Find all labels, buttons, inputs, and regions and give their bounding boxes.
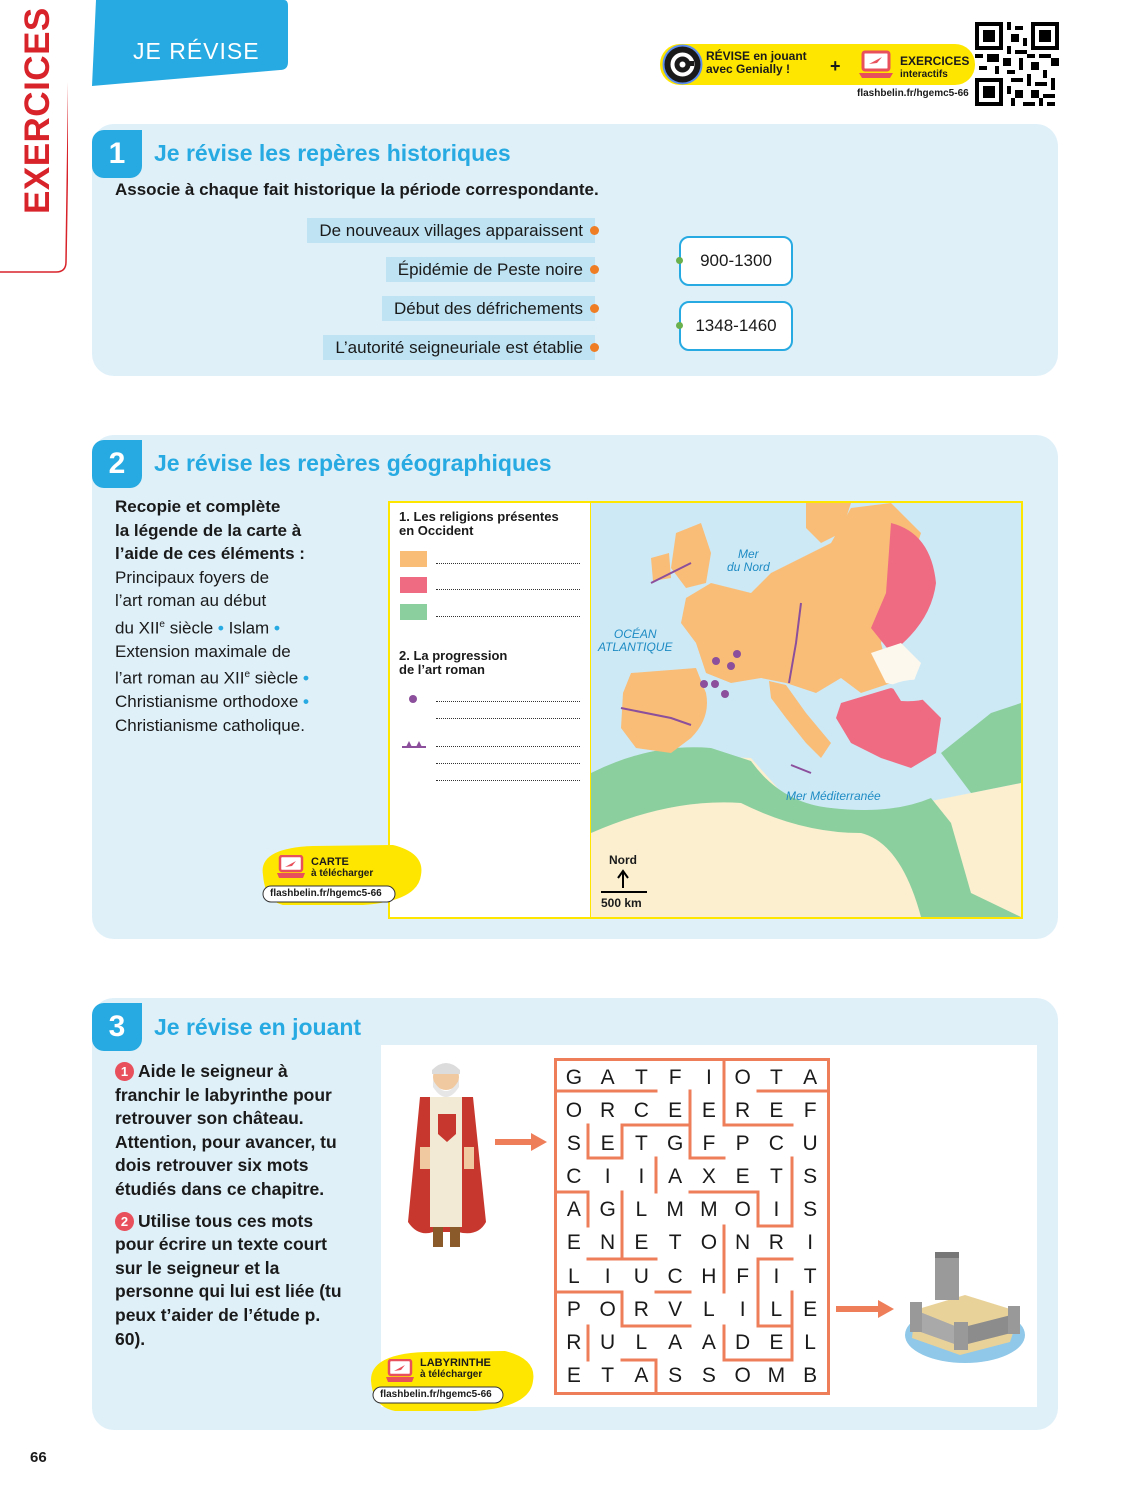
grid-cell[interactable]: S: [566, 1132, 581, 1156]
revise-banner-label: JE RÉVISE: [133, 38, 260, 64]
fact-connector-dot[interactable]: [590, 304, 599, 313]
grid-cell[interactable]: V: [668, 1297, 683, 1321]
step-1-text: Aide le seigneur à franchir le labyrinthe pour retrouver son château. Attention, pour avancer, tu dois retrouver six mots étudiés dans ce chapitre.: [115, 1061, 337, 1199]
section-1-title: Je révise les repères historiques: [154, 140, 511, 166]
grid-cell[interactable]: E: [566, 1231, 581, 1255]
map-label-north-sea: Mer du Nord: [727, 547, 770, 574]
grid-cell[interactable]: U: [633, 1264, 649, 1288]
legend-blank-line[interactable]: [436, 754, 580, 764]
labyrinth-download-title: LABYRINTHE: [420, 1357, 491, 1369]
promo-url[interactable]: flashbelin.fr/hgemc5-66: [857, 88, 969, 99]
grid-cell[interactable]: I: [807, 1231, 814, 1255]
grid-cell[interactable]: I: [604, 1165, 611, 1189]
grid-cell[interactable]: F: [736, 1264, 750, 1288]
grid-cell[interactable]: O: [565, 1099, 583, 1123]
grid-cell[interactable]: T: [769, 1066, 783, 1089]
grid-cell[interactable]: G: [666, 1132, 684, 1156]
grid-cell[interactable]: U: [802, 1132, 818, 1156]
grid-cell[interactable]: F: [668, 1066, 682, 1089]
grid-cell[interactable]: R: [735, 1099, 751, 1123]
grid-cell[interactable]: A: [566, 1198, 581, 1222]
map-north-label: Nord: [609, 853, 637, 867]
grid-cell[interactable]: T: [634, 1132, 648, 1156]
grid-cell[interactable]: T: [601, 1363, 615, 1387]
grid-cell[interactable]: A: [803, 1066, 818, 1089]
map-download-title: CARTE: [311, 856, 349, 868]
legend-swatch-orthodox: [400, 577, 427, 593]
laptop-icon: [385, 1359, 415, 1383]
qr-code[interactable]: [975, 22, 1059, 106]
legend-blank-line[interactable]: [436, 771, 580, 781]
grid-cell[interactable]: S: [668, 1363, 683, 1387]
legend-blank-line[interactable]: [436, 580, 580, 590]
section-3-number: 3: [92, 1003, 142, 1051]
arrow-right-icon: [495, 1131, 547, 1153]
grid-cell[interactable]: E: [769, 1099, 784, 1123]
grid-cell[interactable]: M: [700, 1198, 718, 1222]
grid-cell[interactable]: L: [635, 1330, 648, 1354]
grid-cell[interactable]: R: [600, 1099, 616, 1123]
grid-cell[interactable]: C: [768, 1132, 784, 1156]
fact-villages: De nouveaux villages apparaissent: [307, 218, 595, 243]
period-connector-dot[interactable]: [676, 322, 683, 329]
legend-heading-religions: 1. Les religions présentes en Occident: [399, 509, 559, 538]
section-2-instruction: Recopie et complète la légende de la carte à l’aide de ces éléments : Principaux foyers de l’art roman au début du XIIe siècle • Islam • Extension maximale de l’art roman au XIIe siècle • Christianisme orthodoxe • Christianisme catholique.: [115, 497, 309, 735]
legend-blank-line[interactable]: [436, 554, 580, 564]
side-tab-label: EXERCICES: [18, 7, 57, 214]
grid-cell[interactable]: O: [734, 1066, 751, 1089]
grid-cell[interactable]: O: [700, 1231, 718, 1255]
grid-cell[interactable]: E: [735, 1165, 750, 1189]
grid-cell[interactable]: A: [701, 1330, 716, 1354]
legend-swatch-islam: [400, 604, 427, 620]
grid-cell[interactable]: D: [735, 1330, 751, 1354]
grid-cell[interactable]: O: [734, 1198, 751, 1222]
legend-symbols: [400, 690, 428, 750]
period-900-1300: 900-1300: [679, 236, 793, 286]
grid-cell[interactable]: F: [702, 1132, 716, 1156]
grid-cell[interactable]: E: [803, 1297, 818, 1321]
legend-blank-line[interactable]: [436, 737, 580, 747]
grid-cell[interactable]: A: [668, 1330, 683, 1354]
grid-cell[interactable]: U: [600, 1330, 616, 1354]
step-1-badge: 1: [115, 1062, 134, 1081]
map-label-atlantic: OCÉAN ATLANTIQUE: [598, 627, 673, 654]
map-download-subtitle: à télécharger: [311, 868, 374, 879]
grid-cell[interactable]: T: [668, 1231, 682, 1255]
grid-cell[interactable]: N: [735, 1231, 751, 1255]
grid-cell[interactable]: E: [701, 1099, 716, 1123]
legend-heading-art-roman: 2. La progression de l’art roman: [399, 648, 508, 677]
grid-cell[interactable]: T: [769, 1165, 783, 1189]
grid-cell[interactable]: I: [638, 1165, 645, 1189]
grid-cell[interactable]: G: [599, 1198, 616, 1222]
genially-icon[interactable]: [662, 44, 703, 85]
grid-cell[interactable]: E: [668, 1099, 683, 1123]
fact-peste-noire: Épidémie de Peste noire: [386, 257, 595, 282]
europe-map: [591, 503, 1021, 917]
period-1348-1460: 1348-1460: [679, 301, 793, 351]
arrow-right-icon: [836, 1298, 894, 1320]
map-download-url[interactable]: flashbelin.fr/hgemc5-66: [270, 888, 382, 899]
promo-plus: +: [830, 56, 841, 76]
section-1-instruction: Associe à chaque fait historique la période correspondante.: [115, 180, 599, 199]
laptop-icon: [857, 50, 895, 80]
grid-cell[interactable]: S: [803, 1165, 818, 1189]
grid-cell[interactable]: I: [739, 1297, 746, 1321]
grid-cell[interactable]: R: [768, 1231, 784, 1255]
section-1-number: 1: [92, 130, 142, 178]
grid-cell[interactable]: L: [770, 1297, 783, 1321]
section-3-title: Je révise en jouant: [154, 1014, 362, 1040]
grid-cell[interactable]: L: [635, 1198, 648, 1222]
legend-blank-line[interactable]: [436, 607, 580, 617]
grid-cell[interactable]: C: [667, 1264, 683, 1288]
grid-cell[interactable]: M: [666, 1198, 684, 1222]
labyrinth-walls: [554, 1058, 830, 1395]
grid-cell[interactable]: A: [634, 1363, 649, 1387]
grid-cell[interactable]: I: [705, 1066, 712, 1089]
grid-cell[interactable]: E: [769, 1330, 784, 1354]
grid-cell[interactable]: C: [633, 1099, 649, 1123]
grid-cell[interactable]: L: [568, 1264, 580, 1288]
grid-cell[interactable]: E: [634, 1231, 649, 1255]
map-label-mediterranean: Mer Méditerranée: [786, 789, 881, 803]
page-number: 66: [30, 1449, 47, 1466]
grid-cell[interactable]: C: [566, 1165, 582, 1189]
grid-cell[interactable]: L: [703, 1297, 715, 1321]
grid-cell[interactable]: P: [735, 1132, 750, 1156]
legend-blank-line[interactable]: [436, 692, 580, 702]
grid-cell[interactable]: G: [565, 1066, 583, 1089]
map-scale-label: 500 km: [601, 896, 642, 910]
grid-cell[interactable]: E: [566, 1363, 581, 1387]
period-connector-dot[interactable]: [676, 257, 683, 264]
fact-autorite-seigneuriale: L’autorité seigneuriale est établie: [323, 335, 595, 360]
seigneur-illustration: [398, 1052, 493, 1254]
fact-defrichements: Début des défrichements: [382, 296, 595, 321]
grid-cell[interactable]: X: [701, 1165, 716, 1189]
legend-swatch-catholic: [400, 551, 427, 567]
grid-cell[interactable]: R: [633, 1297, 649, 1321]
grid-cell[interactable]: R: [566, 1330, 582, 1354]
labyrinth-download-subtitle: à télécharger: [420, 1369, 483, 1380]
grid-cell[interactable]: H: [701, 1264, 717, 1288]
section-3-instructions: [115, 1060, 345, 1351]
grid-cell[interactable]: O: [599, 1297, 616, 1321]
grid-cell[interactable]: T: [634, 1066, 648, 1089]
grid-cell[interactable]: T: [803, 1264, 817, 1288]
grid-cell[interactable]: A: [600, 1066, 615, 1089]
castle-illustration: [900, 1250, 1030, 1365]
labyrinth-download-url[interactable]: flashbelin.fr/hgemc5-66: [380, 1389, 492, 1400]
section-2-number: 2: [92, 440, 142, 488]
laptop-icon: [276, 855, 306, 879]
grid-cell[interactable]: S: [803, 1198, 818, 1222]
fact-connector-dot[interactable]: [590, 343, 599, 352]
grid-cell[interactable]: I: [773, 1264, 780, 1288]
grid-cell[interactable]: P: [566, 1297, 581, 1321]
grid-cell[interactable]: S: [701, 1363, 716, 1387]
grid-cell[interactable]: I: [604, 1264, 611, 1288]
step-2-text: Utilise tous ces mots pour écrire un texte court sur le seigneur et la personne qui lui est liée (tu peux t’aider de l’étude p. 60).: [115, 1210, 342, 1349]
grid-cell[interactable]: N: [600, 1231, 616, 1255]
fact-connector-dot[interactable]: [590, 265, 599, 274]
grid-cell[interactable]: A: [668, 1165, 683, 1189]
promo-genially-text: RÉVISE en jouant avec Genially !: [706, 49, 807, 76]
fact-connector-dot[interactable]: [590, 226, 599, 235]
grid-cell[interactable]: E: [600, 1132, 615, 1156]
grid-cell[interactable]: B: [803, 1363, 818, 1387]
grid-cell[interactable]: F: [803, 1099, 817, 1123]
promo-exercises-text[interactable]: EXERCICES interactifs: [900, 54, 970, 80]
legend-blank-line[interactable]: [436, 709, 580, 719]
step-2-badge: 2: [115, 1212, 134, 1231]
grid-cell[interactable]: L: [804, 1330, 816, 1354]
grid-cell[interactable]: M: [767, 1363, 786, 1387]
section-2-title: Je révise les repères géographiques: [154, 450, 552, 476]
grid-cell[interactable]: O: [734, 1363, 751, 1387]
grid-cell[interactable]: I: [773, 1198, 780, 1222]
